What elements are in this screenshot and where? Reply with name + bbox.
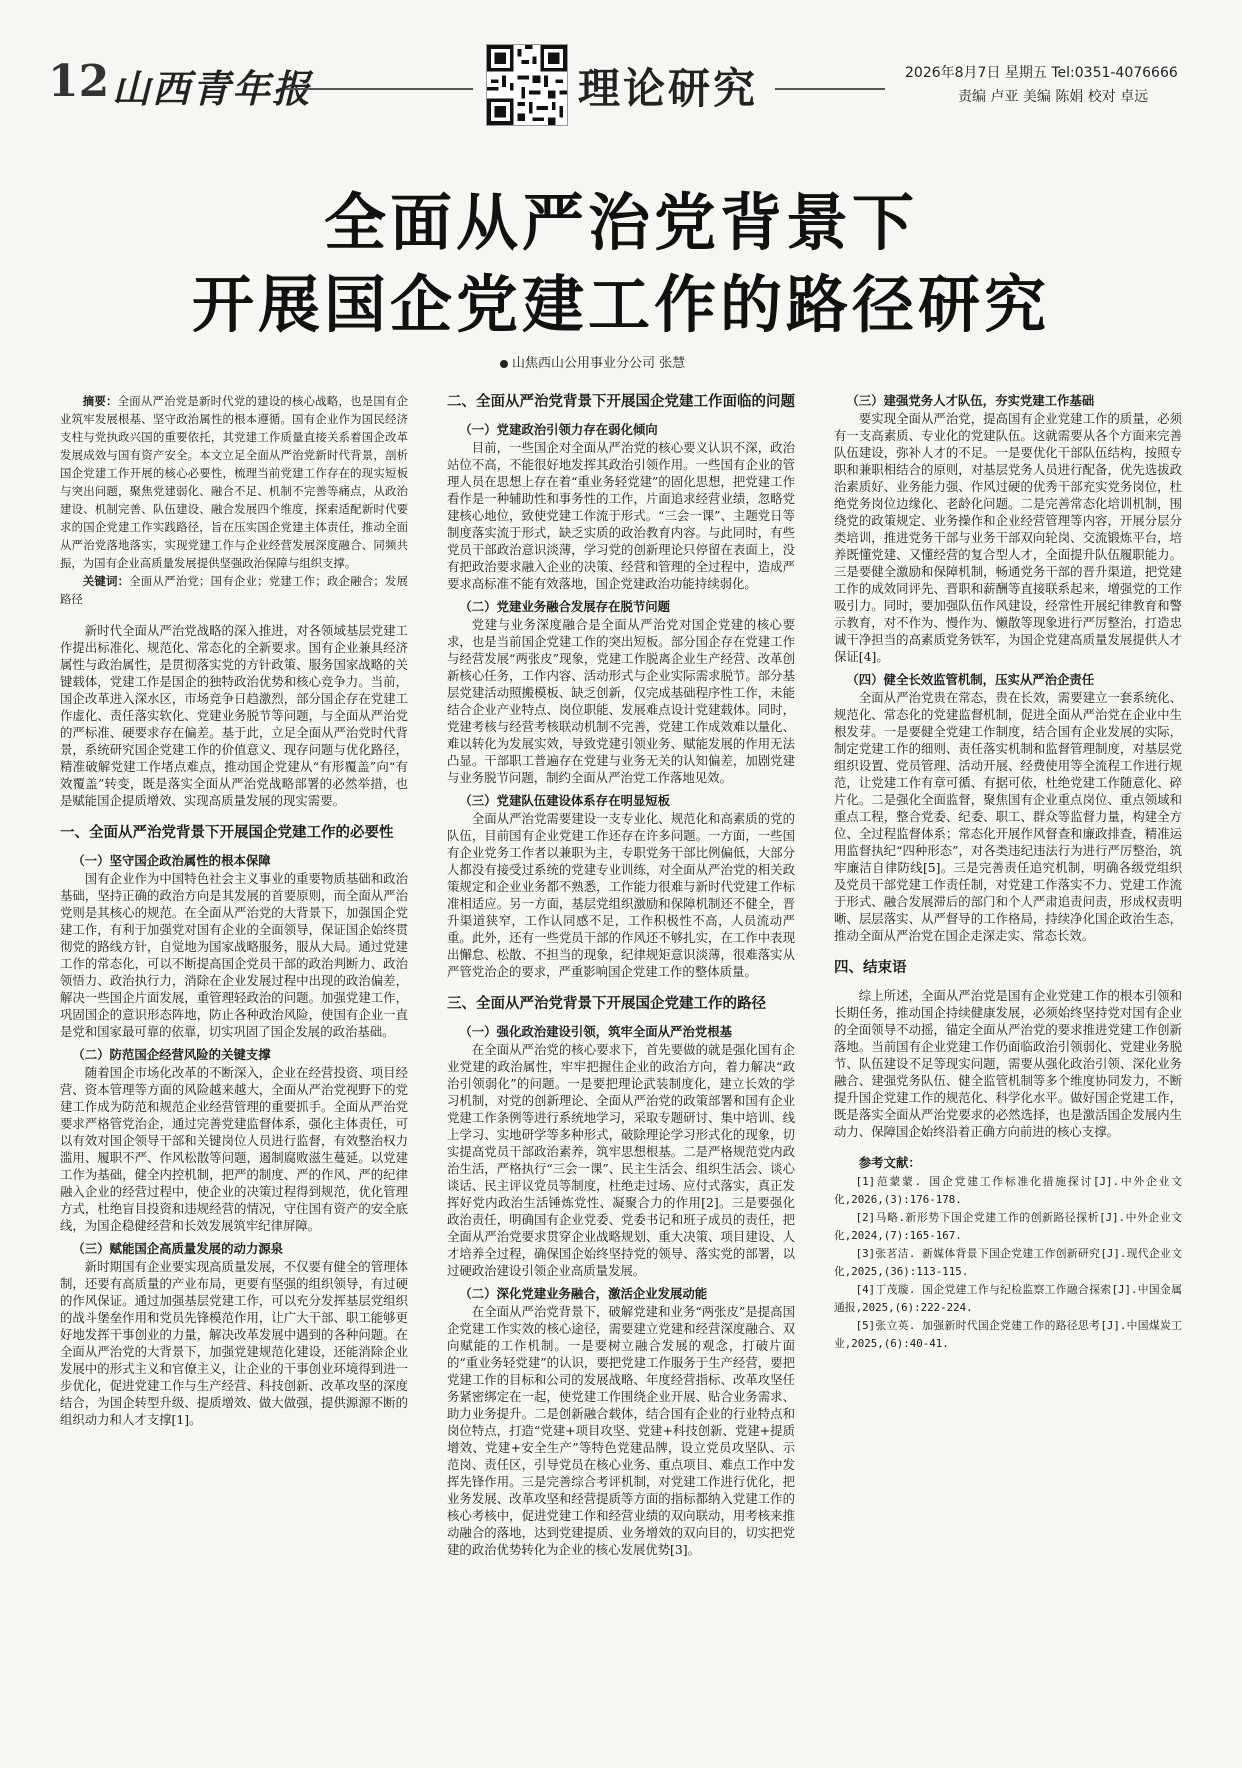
paper-name-logo: 山西青年报	[112, 66, 313, 111]
references-heading: 参考文献：	[858, 1155, 921, 1170]
abstract-text: 全面从严治党是新时代党的建设的核心战略，也是国有企业筑牢发展根基、坚守政治属性的根本遵循。国有企业作为国民经济支柱与党执政兴国的重要依托，其党建工作质量直接关系着国企改革发展成效与国有资产安全。本文立足全面从严治党新时代背景，剖析国企党建工作开展的核心必要性，梳理当前党建工作存在的现实短板与突出问题，聚焦党建弱化、融合不足、机制不完善等痛点，从政治建设、机制完善、队伍建设、融合发展四个维度，探索适配新时代要求的国企党建工作实践路径，旨在压实国企党建主体责任，推动全面从严治党落地落实，实现党建工作与企业经营发展深度融合、同频共振，为国有企业高质量发展提供坚强政治保障与组织支撑。	[60, 394, 408, 570]
abstract-label: 摘要：	[82, 394, 118, 408]
dateline	[905, 62, 1178, 82]
headline-line-2: 开展国企党建工作的路径研究	[191, 268, 1050, 341]
section-2-3-text: 全面从严治党需要建设一支专业化、规范化和高素质的党的队伍，目前国有企业党建工作还存在许多问题。一方面，一些国有企业党务工作者以兼职为主，专职党务干部比例偏低，大部分人都没有接受过系统的党建专业训练，对全面从严治党的相关政策规定和企业业务都不熟悉，工作能力很难与新时代党建工作标准相适应。另一方面，基层党组织激励和保障机制还不健全，晋升渠道狭窄，工作认同感不足，工作积极性不高，人员流动严重。此外，还有一些党员干部的作风还不够扎实，在工作中表现出懈怠、松散、不担当的现象，纪律规矩意识淡薄，很难落实从严管党治企的要求，严重影响国企党建工作的整体质量。	[447, 811, 795, 979]
reference-item: [2]马略.新形势下国企党建工作的创新路径探析[J].中外企业文化,2024,(7):165-167.	[834, 1211, 1182, 1242]
section-2-1-heading: （一）党建政治引领力存在弱化倾向	[459, 422, 658, 437]
section-3-2-heading: （二）深化党建业务融合，激活企业发展动能	[459, 1286, 708, 1301]
section-2-1-text: 目前，一些国企对全面从严治党的核心要义认识不深，政治站位不高，不能很好地发挥其政治引领作用。一些国有企业的管理人员在思想上存在着“重业务轻党建”的固化思想，把党建工作看作是一种辅助性和事务性的工作，片面追求经营业绩，忽略党建核心地位，致使党建工作流于形式。“三会一课”、主题党日等制度落实流于形式，缺乏实质的政治教育内容。与此同时，有些党员干部政治意识淡薄，学习党的创新理论只停留在表面上，没有把政治要求融入企业的决策、经营和管理的全过程中，造成严要求高标准不能有效落地，国企党建政治功能持续弱化。	[447, 440, 795, 591]
reference-item: [3]张茗洁. 新媒体背景下国企党建工作创新研究[J].现代企业文化,2025,(36):113-115.	[834, 1247, 1182, 1278]
section-3-4-heading: （四）健全长效监管机制，压实从严治企责任	[846, 672, 1095, 687]
byline	[500, 352, 685, 371]
section-3-2-text: 在全面从严治党背景下，破解党建和业务“两张皮”是提高国企党建工作实效的核心途径，需要建立党建和经营深度融合、双向赋能的工作机制。一是要树立融合发展的观念，打破片面的“重业务轻党建”的认识，要把党建工作服务于生产经营，要把党建工作的目标和公司的发展战略、年度经营指标、改革攻坚任务紧密绑定在一起，使党建工作围绕企业开展、贴合业务需求、助力业务提升。二是创新融合载体，结合国有企业的行业特点和岗位特点，打造“党建+项目攻坚、党建+科技创新、党建+提质增效、党建+安全生产”等特色党建品牌，设立党员攻坚队、示范岗、责任区，引导党员在核心业务、重点项目、难点工作中发挥先锋作用。三是完善综合考评机制，对党建工作进行优化，把业务发展、改革攻坚和经营提质等方面的指标都纳入党建工作的核心考核中，促进党建工作和经营业绩的双向联动，用考核来推动融合的落地，达到党建提质、业务增效的双向目的，切实把党建的政治优势转化为企业的核心发展优势[3]。	[447, 1304, 795, 1557]
column-2	[447, 392, 795, 1737]
section-2-2-heading: （二）党建业务融合发展存在脱节问题	[459, 599, 671, 614]
section-1-3-heading: （三）赋能国企高质量发展的动力源泉	[72, 1241, 284, 1256]
section-1-2-text: 随着国企市场化改革的不断深入，企业在经营投资、项目经营、资本管理等方面的风险越来越大，全面从严治党视野下的党建工作成为防范和规范企业经营管理的重要抓手。全面从严治党要求严格管党治企，通过完善党建监督体系，强化主体责任，可以有效对国企领导干部和关键岗位人员进行监督，有效整治权力滥用、履职不严、作风松散等问题，遏制腐败滋生蔓延。以党建工作为基础，健全内控机制，把严的制度、严的作风、严的纪律融入企业的经营过程中，使企业的决策过程得到规范，优化管理方式，杜绝盲目投资和违规经营的情况，守住国有资产的安全底线，为国企稳健经营和长效发展筑牢纪律屏障。	[60, 1065, 408, 1233]
section-1-2-heading: （二）防范国企经营风险的关键支撑	[72, 1047, 271, 1062]
section-1-3-text: 新时期国有企业要实现高质量发展，不仅要有健全的管理体制，还要有高质量的产业布局，更要有坚强的组织领导，有过硬的作风保证。通过加强基层党建工作，可以充分发挥基层党组织的战斗堡垒作用和党员先锋模范作用，让广大干部、职工能够更好地发挥干事创业的力量，解决改革发展中遇到的各种问题。在全面从严治党的大背景下，加强党建规范化建设，还能消除企业发展中的形式主义和官僚主义，让企业的干事创业环境得到进一步优化，促进党建工作与生产经营、科技创新、改革攻坚的深度结合，为国企转型升级、提质增效、做大做强，提供源源不断的组织动力和人才支撑[1]。	[60, 1259, 408, 1427]
section-4-heading: 四、结束语	[834, 960, 907, 976]
reference-item: [4]丁茂璇. 国企党建工作与纪检监察工作融合探索[J].中国金属通报,2025,(6):222-224.	[834, 1283, 1182, 1314]
intro-paragraph: 新时代全面从严治党战略的深入推进，对各领域基层党建工作提出标准化、规范化、常态化的全新要求。国有企业兼具经济属性与政治属性，是贯彻落实党的方针政策、服务国家战略的关键载体，党建工作是国企的独特政治优势和核心竞争力。当前，国企改革进入深水区，市场竞争日趋激烈，部分国企存在党建工作虚化、责任落实软化、党建业务脱节等问题，与全面从严治党的严标准、硬要求存在偏差。基于此，立足全面从严治党时代背景，系统研究国企党建工作的价值意义、现存问题与优化路径，精准破解党建工作堵点难点，推动国企党建从“有形覆盖”向“有效覆盖”转变，既是落实全面从严治党战略部署的必然举措，也是赋能国企提质增效、实现高质量发展的现实需要。	[60, 623, 408, 808]
section-3-1-text: 在全面从严治党的核心要求下，首先要做的就是强化国有企业党建的政治属性，牢牢把握住企业的政治方向，着力解决“政治引领弱化”的问题。一是要把理论武装制度化，建立长效的学习机制，对党的创新理论、全面从严治党的政策部署和国有企业党建工作条例等进行系统地学习，采取专题研讨、集中培训、线上学习、实地研学等多种形式，破除理论学习形式化的现象，切实提高党员干部政治素养，筑牢思想根基。二是严格规范党内政治生活，严格执行“三会一课”、民主生活会、组织生活会、谈心谈话、民主评议党员等制度，杜绝走过场、应付式落实，真正发挥好党内政治生活锤炼党性、凝聚合力的作用[2]。三是要强化政治责任，明确国有企业党委、党委书记和班子成员的责任，把全面从严治党要求贯穿企业战略规划、重大决策、项目建设、人才培养全过程，确保国企始终坚持党的领导、落实党的部署，以过硬政治建设引领企业高质量发展。	[447, 1042, 795, 1278]
keywords	[60, 572, 408, 608]
editor-credits: 责编 卢亚 美编 陈娟 校对 卓远	[958, 89, 1149, 105]
column-3	[834, 392, 1182, 1737]
section-1-1-heading: （一）坚守国企政治属性的根本保障	[72, 853, 271, 868]
abstract	[60, 392, 408, 572]
section-3-heading: 三、全面从严治党背景下开展国企党建工作的路径	[447, 996, 766, 1012]
section-3-4-text: 全面从严治党贵在常态，贵在长效，需要建立一套系统化、规范化、常态化的党建监督机制，促进全面从严治党在企业中生根发芽。一是要健全党建工作制度，结合国有企业发展的实际，制定党建工作的细则、责任落实机制和监督管理制度，对基层党组织设置、党员管理、活动开展、经费使用等全流程工作进行规范，让党建工作有章可循、有据可依，杜绝党建工作随意化、碎片化。二是强化全面监督，聚焦国有企业重点岗位、重点领域和重点工程，整合党委、纪委、职工、群众等监督力量，构建全方位、全过程监督体系；常态化开展作风督查和廉政排查，精准运用监督执纪“四种形态”，对各类违纪违法行为进行严厉整治，筑牢廉洁自律防线[5]。三是完善责任追究机制，明确各级党组织及党员干部党建工作责任制，对党建工作落实不力、党建工作流于形式、融合发展滞后的部门和个人严肃追责问责，形成权责明晰、层层落实、从严督导的工作格局，持续净化国企政治生态，推动全面从严治党在国企走深走实、常态长效。	[834, 690, 1182, 943]
headline-line-1: 全面从严治党背景下	[323, 186, 918, 259]
spacer	[60, 608, 408, 622]
masthead	[0, 0, 1242, 130]
bullet-icon	[500, 360, 508, 368]
author: 山焦西山公用事业分公司 张慧	[512, 356, 686, 371]
keywords-label: 关键词：	[82, 574, 130, 588]
section-4-text: 综上所述，全面从严治党是国有企业党建工作的根本引领和长期任务，推动国企持续健康发展，必须始终坚持党对国有企业的全面领导不动摇，锚定全面从严治党的要求推进党建工作创新落地。当前国有企业党建工作仍面临政治引领弱化、党建业务脱节、队伍建设不足等现实问题，需要从强化政治引领、深化业务融合、建强党务队伍、健全监管机制等多个维度协同发力，不断提升国企党建工作的规范化、科学化水平。做好国企党建工作，既是落实全面从严治党要求的必然选择，也是激活国企发展内生动力、保障国企始终沿着正确方向前进的核心支撑。	[834, 988, 1182, 1139]
section-name: 理论研究	[578, 64, 759, 113]
page-number: 12	[48, 56, 110, 107]
section-3-3-heading: （三）建强党务人才队伍，夯实党建工作基础	[846, 393, 1095, 408]
section-3-3-text: 要实现全面从严治党，提高国有企业党建工作的质量，必须有一支高素质、专业化的党建队伍。这就需要从各个方面来完善队伍建设，弥补人才的不足。一是要优化干部队伍结构，按照专职和兼职相结合的原则，对基层党务人员进行配备，优先选拔政治素质好、业务能力强、作风过硬的优秀干部充实党务岗位，杜绝党务岗位边缘化、老龄化问题。二是完善常态化培训机制，围绕党的政策规定、业务操作和企业经营管理等内容，开展分层分类培训，推进党务干部与业务干部双向轮岗、交流锻炼平台，培养既懂党建、又懂经营的复合型人才，全面提升队伍履职能力。三是要健全激励和保障机制，畅通党务干部的晋升渠道，把党建工作的成效同评先、晋职和薪酬等直接联系起来，增强党的工作吸引力。同时，要加强队伍作风建设，经常性开展纪律教育和警示教育，对不作为、慢作为、懒散等现象进行严厉整治，打造忠诚干净担当的高素质党务铁军，为国企党建高质量发展提供人才保证[4]。	[834, 411, 1182, 664]
section-1-heading: 一、全面从严治党背景下开展国企党建工作的必要性	[60, 825, 394, 841]
section-1-1-text: 国有企业作为中国特色社会主义事业的重要物质基础和政治基础，坚持正确的政治方向是其发展的首要原则，而全面从严治党则是其核心的规范。在全面从严治党的大背景下，加强国企党建工作，有利于加强党对国有企业的全面领导，保证国企始终贯彻党的路线方针，自觉地为国家战略服务，服从大局。通过党建工作的常态化，可以不断提高国企党员干部的政治判断力、政治领悟力、政治执行力，消除在企业发展过程中出现的政治偏差，解决一些国企片面发展，重管理轻政治的问题。加强党建工作，巩固国企的意识形态阵地，防止各种政治风险，使国有企业一直是党和国家最可靠的依靠，切实巩固了国企发展的政治基础。	[60, 871, 408, 1039]
phone-number: Tel:0351-4076666	[1051, 65, 1178, 81]
section-2-2-text: 党建与业务深度融合是全面从严治党对国企党建的核心要求，也是当前国企党建工作的突出短板。部分国企存在党建工作与经营发展“两张皮”现象，党建工作脱离企业生产经营、改革创新核心任务，工作内容、活动形式与企业实际需求脱节。部分基层党建活动照搬模板、缺乏创新，仅完成基础程序性工作，未能结合企业产业特点、岗位职能、发展难点设计党建载体。同时，党建考核与经营考核联动机制不完善，党建工作成效难以量化、难以转化为发展实效，导致党建引领业务、赋能发展的作用无法凸显。干部职工普遍存在党建与业务无关的认知偏差，加剧党建与业务脱节问题，制约全面从严治党工作落地见效。	[447, 617, 795, 785]
issue-date: 2026年8月7日 星期五	[905, 65, 1047, 81]
reference-item: [5]张立英. 加强新时代国企党建工作的路径思考[J].中国煤炭工业,2025,(6):40-41.	[834, 1319, 1182, 1350]
column-1	[60, 392, 408, 1737]
section-2-heading: 二、全面从严治党背景下开展国企党建工作面临的问题	[447, 394, 795, 410]
masthead-rule-right	[775, 88, 885, 90]
reference-item: [1]范蒙蒙. 国企党建工作标准化措施探讨[J].中外企业文化,2026,(3):176-178.	[834, 1175, 1182, 1206]
qr-code-icon	[486, 44, 568, 126]
masthead-rule-left	[285, 88, 473, 90]
article-headline	[60, 182, 1182, 346]
keywords-text: 全面从严治党；国有企业；党建工作；政企融合；发展路径	[60, 574, 408, 606]
section-2-3-heading: （三）党建队伍建设体系存在明显短板	[459, 793, 671, 808]
section-3-1-heading: （一）强化政治建设引领，筑牢全面从严治党根基	[459, 1024, 732, 1039]
